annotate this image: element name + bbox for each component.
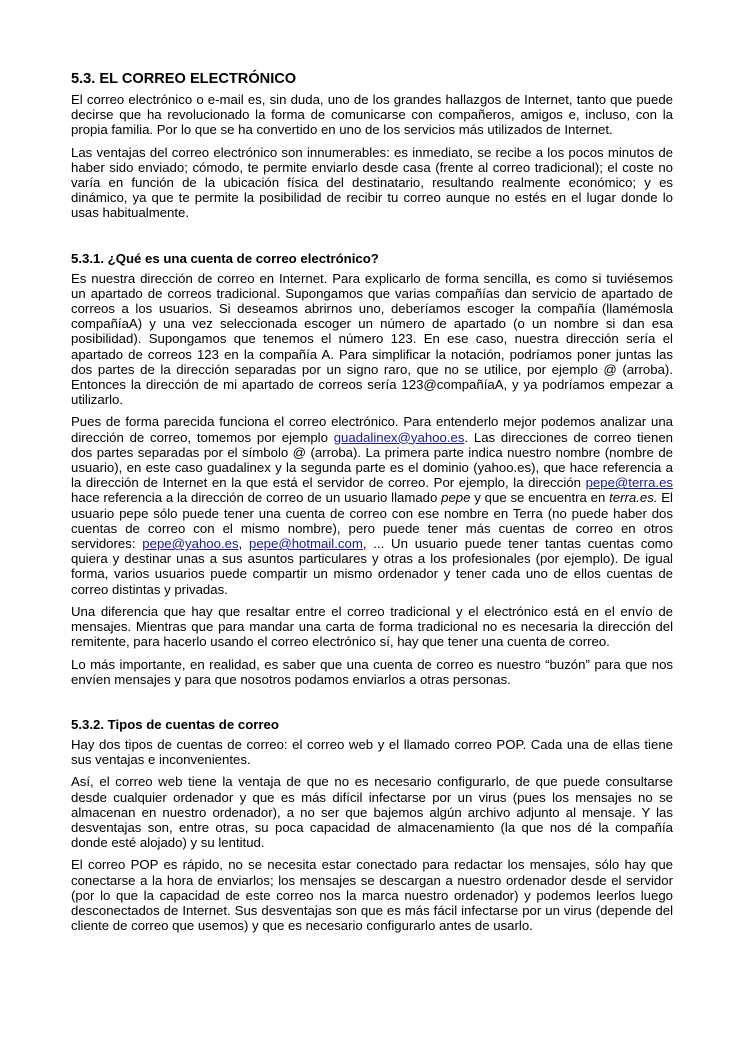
email-link-guadalinex[interactable]: guadalinex@yahoo.es: [333, 429, 465, 445]
s531-paragraph-2: [71, 414, 673, 596]
text-run: El usuario pepe sólo puede tener una cuenta de correo con ese nombre en Terra (no puede haber dos cuentas de correo con el mismo nombre), pero puede tener más cuentas de correo en otros servidores:: [71, 490, 673, 552]
s532-paragraph-2: Así, el correo web tiene la ventaja de que no es necesario configurarlo, de que puede consultarse desde cualquier ordenador y que es más difícil infectarse por un virus (pues los mensajes no se almacenan en nuestro ordenador), a no ser que bajemos algún archivo adjunto al mensaje. Y las desventajas son, entre otras, su poca capacidad de almacenamiento (la que nos dé la compañía donde esté alojado) y su lentitud.: [71, 774, 673, 851]
section-title: 5.3. EL CORREO ELECTRÓNICO: [71, 71, 297, 87]
section-gap: [71, 228, 673, 250]
s531-paragraph-1: Es nuestra dirección de correo en Internet. Para explicarlo de forma sencilla, es como si tuviésemos un apartado de correos tradicional. Supongamos que varias compañías dan servicio de apartado de correos a los usuarios. Si deseamos abrirnos uno, deberíamos escoger la compañía (llamémosla compañíaA) y una vez seleccionada escoger un número de apartado (o un nombre si dan esa posibilidad). Supongamos que tenemos el número 123. En ese caso, nuestra dirección sería el apartado de correos 123 en la compañía A. Para simplificar la notación, podríamos poner juntas las dos partes de la dirección separadas por un signo raro, que no se utilice, por ejemplo @ (arroba). Entonces la dirección de mi apartado de correos sería 123@compañíaA, y ya podríamos empezar a utilizarlo.: [71, 270, 673, 408]
italic-text: terra.es.: [609, 490, 658, 506]
email-link-pepe-hotmail[interactable]: pepe@hotmail.com: [249, 536, 363, 552]
section-gap: [71, 694, 673, 716]
email-link-pepe-yahoo[interactable]: pepe@yahoo.es: [142, 536, 239, 552]
text-run: , ... Un usuario puede tener tantas cuentas como quiera y destinar unas a sus asuntos particulares y otras a los profesionales (por ejemplo). De igual forma, varios usuarios puede compartir un mismo ordenador y tener cada uno de ellos cuentas de correo distintas y privadas.: [71, 536, 673, 597]
text-run: y que se encuentra en: [470, 490, 610, 506]
document-page: [71, 70, 673, 940]
s532-paragraph-3: El correo POP es rápido, no se necesita estar conectado para redactar los mensajes, sólo hay que conectarse a la hora de enviarlos; los mensajes se descargan a nuestro ordenador desde el servidor (por lo que la capacidad de este correo nos la marca nuestro ordenador) y podemos leerlos luego desconectados de Internet. Sus desventajas son que es más fácil infectarse por un virus (depende del cliente de correo que usemos) y que es necesario configurarlo antes de usarlo.: [71, 857, 673, 934]
text-run: hace referencia a la dirección de correo de un usuario llamado: [71, 490, 442, 506]
s531-paragraph-4: Lo más importante, en realidad, es saber que una cuenta de correo es nuestro “buzón” para que nos envíen mensajes y para que nosotros podamos enviarlos a otras personas.: [71, 656, 673, 687]
intro-paragraph-2: Las ventajas del correo electrónico son innumerables: es inmediato, se recibe a los pocos minutos de haber sido enviado; cómodo, te permite enviarlo desde casa (frente al correo tradicional); el coste no varía en función de la ubicación física del destinatario, resultando realmente económico; y es dinámico, ya que te permite la posibilidad de recibir tu correo aunque no estés en el lugar donde lo usas habitualmente.: [71, 144, 673, 221]
email-link-pepe-terra[interactable]: pepe@terra.es: [585, 475, 673, 491]
text-run: Pues de forma parecida funciona el correo electrónico. Para entenderlo mejor podemos analizar una dirección de correo, tomemos por ejemplo: [71, 414, 673, 445]
s532-paragraph-1: Hay dos tipos de cuentas de correo: el correo web y el llamado correo POP. Cada una de ellas tiene sus ventajas e inconvenientes.: [71, 736, 673, 768]
intro-paragraph-1: El correo electrónico o e-mail es, sin duda, uno de los grandes hallazgos de Internet, tanto que puede decirse que ha revolucionado la forma de comunicarse con compañeros, amigos e, incluso, con la propia familia. Por lo que se ha convertido en uno de los servicios más utilizados de Internet.: [71, 92, 673, 138]
s531-paragraph-3: Una diferencia que hay que resaltar entre el correo tradicional y el electrónico está en el envío de mensajes. Mientras que para mandar una carta de forma tradicional no es necesaria la dirección del remitente, para hacerlo usando el correo electrónico sí, hay que tener una cuenta de correo.: [71, 603, 673, 650]
italic-text: pepe: [441, 490, 471, 506]
text-run: ,: [238, 536, 249, 552]
subsection-title-531: 5.3.1. ¿Qué es una cuenta de correo electrónico?: [71, 250, 379, 266]
subsection-title-532: 5.3.2. Tipos de cuentas de correo: [71, 716, 279, 732]
text-run: . Las direcciones de correo tienen dos partes separadas por el símbolo @ (arroba). La primera parte indica nuestro nombre (nombre de usuario), en este caso guadalinex y la segunda parte es el dominio (yahoo.es), que hace referencia a la dirección de Internet en la que está el servidor de correo. Por ejemplo, la dirección: [71, 429, 673, 491]
